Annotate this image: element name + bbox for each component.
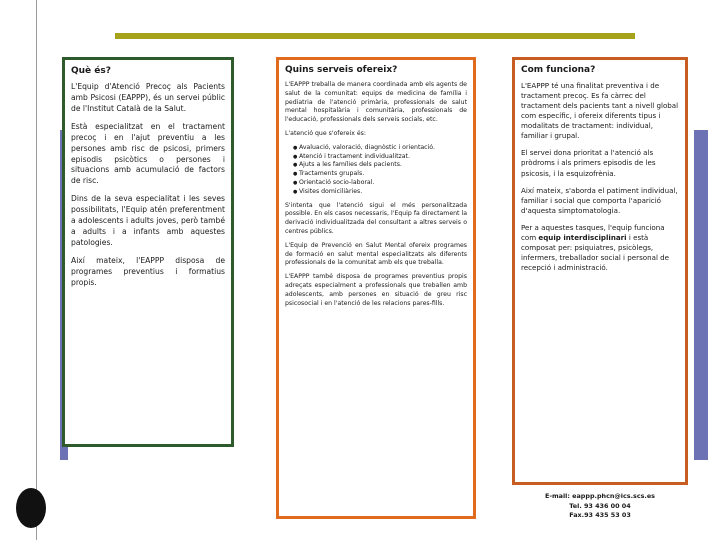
column-services — [276, 57, 476, 519]
column-title: Què és? — [71, 66, 111, 76]
decorative-shape — [16, 488, 46, 528]
paragraph: L'Equip de Prevenció en Salut Mental ofereix programes de formació en salut mental especialitzats als diferents professionals de la comunitat amb els que treballa. — [285, 241, 467, 267]
contact-info — [512, 492, 688, 521]
column-how-it-works — [512, 57, 688, 485]
column-title: Com funciona? — [521, 65, 596, 75]
paragraph: S'intenta que l'atenció sigui el més personalitzada possible. En els casos necessaris, l'Equip fa directament la derivació individualitzada del consultant a altres serveis o centres públics. — [285, 201, 467, 235]
paragraph: Així mateix, l'EAPPP disposa de programes preventius i formatius propis. — [71, 255, 225, 287]
paragraph: L'EAPPP treballa de manera coordinada amb els agents de salut de la comunitat: equips de medicina de família i pediatria de l'atenció primària, professionals de salut mental hospitalària i comunitària, professionals de l'educació, professionals dels serveis socials, etc. — [285, 81, 467, 124]
list-item: ● Tractaments grupals. — [293, 170, 467, 179]
bold-text: equip interdisciplinari — [538, 232, 627, 242]
services-list — [285, 144, 467, 197]
right-side-bar-outer — [700, 130, 708, 460]
paragraph: L'atenció que s'ofereix és: — [285, 129, 366, 137]
list-item: ● Ajuts a les famílies dels pacients. — [293, 161, 467, 170]
column-title: Quins serveis ofereix? — [285, 65, 398, 75]
paragraph-text: i està composat per: psiquiatres, psicòlegs, infermers, treballador social i personal de recepció i administració. — [521, 232, 670, 272]
left-rule — [36, 0, 37, 540]
paragraph — [521, 223, 679, 273]
paragraph: L'Equip d'Atenció Precoç als Pacients amb Psicosi (EAPPP), és un servei públic de l'Institut Català de la Salut. — [71, 82, 225, 113]
paragraph: Està especialitzat en el tractament precoç i en l'ajut preventiu a les persones amb risc de psicosi, primers episodis psicòtics o persones i situacions amb acumulació de factors de risc. — [71, 121, 225, 186]
column-what-is — [62, 57, 234, 447]
paragraph-text: Per a aquestes tasques, l'equip funciona com — [521, 222, 665, 242]
contact-fax: Fax.93 435 53 03 — [569, 511, 631, 520]
paragraph: L'EAPPP té una finalitat preventiva i de tractament precoç. Es fa càrrec del tractament dels pacients tant a nivell global com específic, i ofereix diferents tipus i modalitats de tractament: individual, familiar i grupal. — [521, 81, 679, 141]
top-accent-bar — [115, 33, 635, 39]
paragraph: L'EAPPP també disposa de programes preventius propis adreçats especialment a professionals que treballen amb adolescents, amb persones en situació de greu risc psicosocial i en l'atenció de les relacions pares-fills. — [285, 273, 467, 307]
paragraph: Dins de la seva especialitat i les seves possibilitats, l'Equip atén preferentment a adolescents i adults joves, però també a adults i a infants amb aquestes patologies. — [71, 194, 225, 247]
list-item: ● Visites domiciliàries. — [293, 188, 467, 197]
paragraph: Així mateix, s'aborda el patiment individual, familiar i social que comporta l'aparició d'aquesta simptomatologia. — [521, 185, 678, 215]
paragraph: El servei dona prioritat a l'atenció als pròdroms i als primers episodis de les psicosis, i la esquizofrènia. — [521, 148, 656, 178]
list-item: ● Atenció i tractament individualitzat. — [293, 153, 467, 162]
contact-phone: Tel. 93 436 00 04 — [569, 501, 631, 510]
contact-email: E-mail: eappp.phcn@ics.scs.es — [545, 492, 655, 500]
list-item: ● Avaluació, valoració, diagnòstic i orientació. — [293, 144, 467, 153]
list-item: ● Orientació socio-laboral. — [293, 179, 467, 188]
